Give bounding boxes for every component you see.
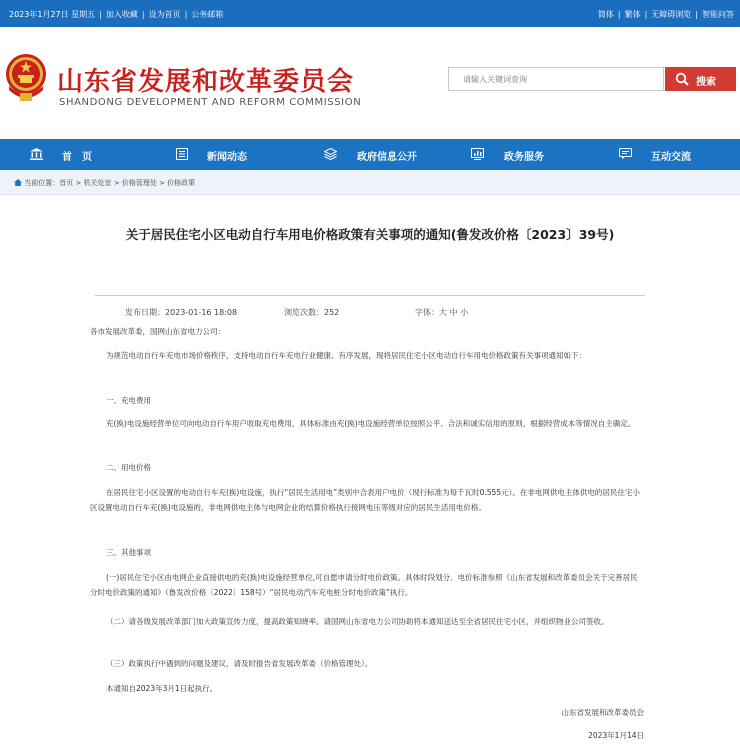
add-bookmark-link[interactable]: 加入收藏 bbox=[105, 10, 138, 19]
header bbox=[0, 27, 740, 139]
nav-interact-label: 互动交流 bbox=[651, 152, 691, 163]
search-icon bbox=[675, 72, 689, 86]
search-input[interactable] bbox=[448, 67, 664, 91]
nav-info[interactable] bbox=[324, 139, 434, 170]
mail-link[interactable]: 公务邮箱 bbox=[191, 10, 224, 19]
news-list-icon bbox=[176, 148, 188, 160]
layers-icon bbox=[324, 148, 337, 160]
top-bar bbox=[0, 0, 740, 27]
home-building-icon bbox=[30, 148, 43, 160]
home-icon bbox=[14, 179, 22, 186]
publish-date: 发布日期：2023-01-16 18:08 bbox=[125, 308, 238, 317]
meta-divider bbox=[95, 295, 645, 296]
nav-info-label: 政府信息公开 bbox=[357, 152, 417, 163]
current-date: 2023年1月27日 星期五 bbox=[9, 10, 96, 19]
paragraph-intro: 为规范电动自行车充电市场价格秩序，支持电动自行车充电行业健康、有序发展，现将居民住宅小区电动自行车用电价格政策有关事项通知如下： bbox=[106, 351, 586, 360]
smart-qa-link[interactable]: 智能问答 bbox=[702, 10, 734, 19]
simplified-link[interactable]: 简体 bbox=[597, 10, 614, 19]
section-heading-2: 二、用电价格 bbox=[106, 463, 151, 472]
article-title: 关于居民住宅小区电动自行车用电价格政策有关事项的通知(鲁发改价格〔2023〕39号) bbox=[125, 227, 615, 242]
search-button-label: 搜索 bbox=[696, 77, 716, 88]
nav-home[interactable] bbox=[30, 139, 120, 170]
nav-service-label: 政务服务 bbox=[504, 152, 544, 163]
breadcrumb-path[interactable]: 首页 > 机关处室 > 价格管理处 > 价格政策 bbox=[59, 179, 196, 187]
paragraph-greeting: 各市发展改革委，国网山东省电力公司： bbox=[90, 327, 225, 336]
national-emblem-icon bbox=[3, 52, 49, 104]
chat-icon bbox=[619, 148, 632, 160]
issue-date: 2023年1月14日 bbox=[588, 731, 644, 740]
paragraph-effective-date: 本通知自2023年3月1日起执行。 bbox=[106, 684, 218, 693]
nav-news-label: 新闻动态 bbox=[207, 152, 247, 163]
issuer: 山东省发展和改革委员会 bbox=[561, 708, 644, 717]
nav-news[interactable] bbox=[176, 139, 276, 170]
accessible-link[interactable]: 无障碍浏览 bbox=[651, 10, 692, 19]
breadcrumb-label: 当前位置： bbox=[24, 179, 60, 187]
paragraph-item-2: （二）请各级发展改革部门加大政策宣传力度，提高政策知晓率。请国网山东省电力公司协助将本通知送达至全省居民住宅小区，并组织物业公司签收。 bbox=[106, 617, 609, 626]
main-nav bbox=[0, 139, 740, 170]
nav-home-label: 首 页 bbox=[62, 152, 92, 163]
set-homepage-link[interactable]: 设为首页 bbox=[148, 10, 181, 19]
paragraph-electricity-price: 在居民住宅小区设置的电动自行车充(换)电设施，执行“居民生活用电”类别中合表用户电价（现行标准为每千瓦时0.555元）。在非电网供电主体供电的居民住宅小区设置电动自行车充(换)电设施的，非电网供电主体与电网企业的结算价格执行接网电压等级对应的居民生活用电价格。 bbox=[90, 488, 640, 512]
nav-service[interactable] bbox=[471, 139, 571, 170]
top-bar-right: 简体 | 繁体 | 无障碍浏览 | 智能问答 bbox=[597, 10, 734, 19]
paragraph-charging-fee: 充(换)电设施经营单位可向电动自行车用户收取充电费用，具体标准由充(换)电设施经营单位按照公平、合法和诚实信用的原则，根据经营成本等情况自主确定。 bbox=[106, 419, 636, 428]
section-heading-3: 三、其他事项 bbox=[106, 548, 151, 557]
paragraph-item-3: （三）政策执行中遇到的问题及建议，请及时报告省发展改革委（价格管理处）。 bbox=[106, 659, 373, 668]
breadcrumb bbox=[0, 170, 740, 195]
site-subtitle: SHANDONG DEVELOPMENT AND REFORM COMMISSION bbox=[59, 97, 362, 108]
paragraph-item-1: (一)居民住宅小区由电网企业直接供电的充(换)电设施经营单位,可自愿申请分时电价政策。具体时段划分、电价标准参照《山东省发展和改革委员会关于完善居民分时电价政策的通知》（鲁发改价格〔2022〕158号）“居民电动汽车充电桩分时电价政策”执行。 bbox=[90, 573, 638, 597]
font-size-selector[interactable]: 字体：大 中 小 bbox=[415, 308, 469, 317]
search-button[interactable] bbox=[665, 67, 736, 91]
traditional-link[interactable]: 繁体 bbox=[624, 10, 641, 19]
site-title[interactable]: 山东省发展和改革委员会 bbox=[57, 67, 355, 97]
view-count: 浏览次数：252 bbox=[284, 308, 340, 317]
section-heading-1: 一、充电费用 bbox=[106, 396, 151, 405]
chart-monitor-icon bbox=[471, 148, 484, 160]
top-bar-left: 2023年1月27日 星期五 | 加入收藏 | 设为首页 | 公务邮箱 bbox=[9, 10, 224, 19]
nav-interact[interactable] bbox=[619, 139, 719, 170]
